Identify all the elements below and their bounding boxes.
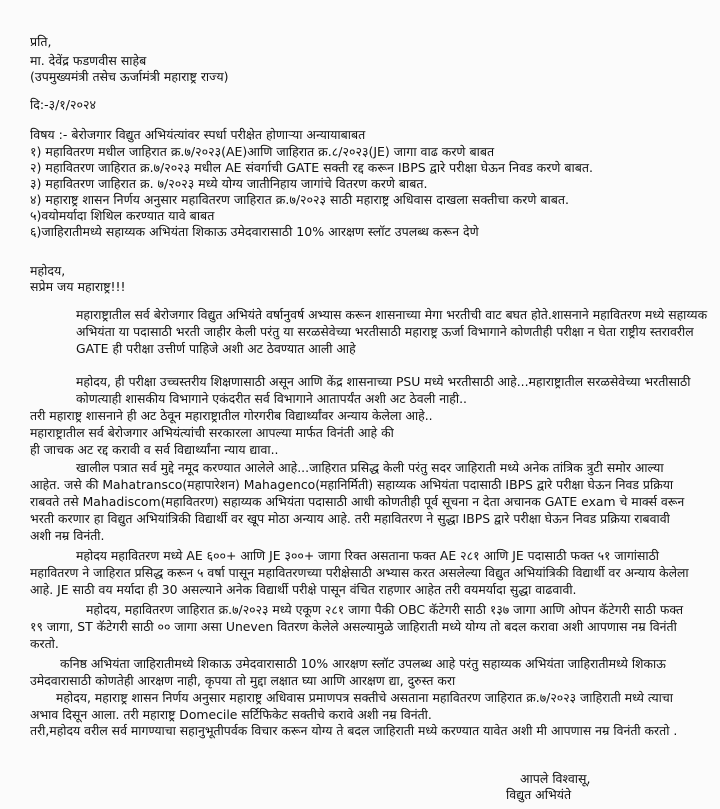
subject-item: २) महावितरण जाहिरात क्र.७/२०२३ मधील AE संवर्गाची GATE सक्ती रद्द करून IBPS द्वारे परीक्षा घेऊन निवड करणे बाबत. <box>30 160 594 175</box>
salutation <box>30 263 126 295</box>
body-paragraph-8: तरी,महोदय वरील सर्व मागण्याचा सहानुभूतीपर्वक विचार करून योग्य ते बदल जाहिराती मध्ये करण्यात यावेत अशी मी आपणास नम्र विनंती करतो . <box>30 723 678 738</box>
body-paragraph-1: महाराष्ट्रातील सर्व बेरोजगार विद्युत अभियंते वर्षानुवर्ष अभ्यास करून शासनाच्या मेगा भरतीची वाट बघत होते.शासनाने महावितरण मध्ये सहाय्यक अभियंता या पदासाठी भरती जाहीर केली परंतु या सरळसेवेच्या भरतीसाठी महाराष्ट्र ऊर्जा विभागाने कोणतीही परीक्षा न घेता राष्ट्रीय स्तरावरील GATE ही परीक्षा उत्तीर्ण पाहिजे अशी अट ठेवण्यात आली आहे <box>76 307 708 356</box>
subject-title: विषय :- बेरोजगार विद्युत अभियंत्यांवर स्पर्धा परीक्षेत होणाऱ्या अन्यायाबाबत <box>30 127 366 142</box>
body-paragraph-2d: ही जाचक अट रद्द करावी व सर्व विद्यार्थ्यांना न्याय द्यावा.. <box>30 442 279 457</box>
recipient-prefix: प्रति, <box>30 34 52 49</box>
body-paragraph-6: कनिष्ठ अभियंता जाहिरातीमध्ये शिकाऊ उमेदवारासाठी 10% आरक्षण स्लॉट उपलब्ध आहे परंतु सहाय्यक अभियंता जाहिरातीमध्ये शिकाऊ उमेदवारासाठी कोणतेही आरक्षण नाही, कृपया तो मुद्दा लक्षात घ्या आणि आरक्षण द्या, दुरुस्त करा <box>30 656 666 688</box>
body-paragraph-3: खालील पत्रात सर्व मुद्दे नमूद करण्यात आलेले आहे...जाहिरात प्रसिद्ध केली परंतु सदर जाहिराती मध्ये अनेक तांत्रिक त्रुटी समोर आल्या आहेत. जसे की Mahatransco(महापारेशन) Mahagenco(महानिर्मिती) सहाय्यक अभियंता पदासाठी IBPS द्वारे परीक्षा घेऊन निवड प्रक्रिया राबवते तसे Mahadiscom(महावितरण) सहाय्यक अभियंता पदासाठी आधी कोणतीही पूर्व सूचना न देता अचानक GATE exam चे मार्क्स वरून भरती करणार हा विद्युत अभियांत्रिकी विद्यार्थी वर खूप मोठा अन्याय आहे. तरी महावितरण ने सुद्धा IBPS द्वारे परीक्षा घेऊन निवड प्रक्रिया राबवावी अशी नम्र विनंती. <box>30 460 685 543</box>
body-paragraph-2a: महोदय, ही परीक्षा उच्चस्तरीय शिक्षणासाठी असून आणि केंद्र शासनाच्या PSU मध्ये भरतीसाठी आहे...महाराष्ट्रातील सरळसेवेच्या भरतीसाठी कोणत्याही शासकीय विभागाने एकंदरीत सर्व विभागाने आतापर्यंत अशी अट ठेवली नाही.. <box>76 374 691 406</box>
subject-block <box>30 127 593 240</box>
letter-date: दि:-३/१/२०२४ <box>30 97 97 112</box>
salutation-greeting: सप्रेम जय महाराष्ट्र!!! <box>30 279 126 294</box>
closing-line: आपले विश्वासू, <box>520 771 591 786</box>
subject-item: ३) महावितरण जाहिरात क्र. ७/२०२३ मध्ये योग्य जातीनिहाय जागांचे वितरण करणे बाबत. <box>30 176 428 191</box>
subject-item: ५)वयोमर्यादा शिथिल करण्यात यावे बाबत <box>30 208 215 223</box>
subject-item: ६)जाहिरातीमध्ये सहाय्यक अभियंता शिकाऊ उमेदवारासाठी 10% आरक्षण स्लॉट उपलब्ध करून देणे <box>30 224 479 239</box>
recipient-name: मा. देवेंद्र फडणवीस साहेब <box>30 53 147 68</box>
closing-signature: विद्युत अभियंते <box>506 787 572 802</box>
body-paragraph-2b: तरी महाराष्ट्र शासनाने ही अट ठेवून महाराष्ट्रातील गोरगरीब विद्यार्थ्यांवर अन्याय केलेला आहे.. <box>30 408 433 423</box>
body-paragraph-7: महोदय, महाराष्ट्र शासन निर्णय अनुसार महाराष्ट्र अधिवास प्रमाणपत्र सक्तीचे असताना महावितरण जाहिरात क्र.७/२०२३ जाहिराती मध्ये त्याचा अभाव दिसून आला. तरी महाराष्ट्र Domecile सर्टिफिकेट सक्तीचे करावे अशी नम्र विनंती. <box>30 690 673 722</box>
closing-block <box>506 771 591 803</box>
subject-item: १) महावितरण मधील जाहिरात क्र.७/२०२३(AE)आणि जाहिरात क्र.८/२०२३(JE) जागा वाढ करणे बाबत <box>30 144 495 159</box>
subject-item: ४) महाराष्ट्र शासन निर्णय अनुसार महावितरण जाहिरात क्र.७/२०२३ साठी महाराष्ट्र अधिवास दाखला सक्तीचा करणे बाबत. <box>30 192 570 207</box>
salutation-line: महोदय, <box>30 263 66 278</box>
recipient-block <box>30 34 228 85</box>
body-paragraph-2c: महाराष्ट्रातील सर्व बेरोजगार अभियंत्यांची सरकारला आपल्या मार्फत विनंती आहे की <box>30 425 394 440</box>
body-paragraph-5: महोदय, महावितरण जाहिरात क्र.७/२०२३ मध्ये एकूण २८१ जागा पैकी OBC कॅटेगरी साठी १३७ जागा आणि ओपन कॅटेगरी साठी फक्त १९ जागा, ST कॅटेगरी साठी ०० जागा असा Uneven वितरण केलेले असल्यामुळे जाहिराती मध्ये योग्य तो बदल करावा अशी आपणास नम्र विनंती करतो. <box>30 602 684 651</box>
body-paragraph-4: महोदय महावितरण मध्ये AE ६००+ आणि JE ३००+ जागा रिक्त असताना फक्त AE २८१ आणि JE पदासाठी फक्त ५१ जागांसाठी महावितरण ने जाहिरात प्रसिद्ध करून ५ वर्षा पासून महावितरणच्या परीक्षेसाठी अभ्यास करत असलेल्या विद्युत अभियांत्रिकी विद्यार्थी वर अन्याय केलेला आहे. JE साठी वय मर्यादा ही 30 असल्याने अनेक विद्यार्थी परीक्षे पासून वंचित राहणार आहेत तरी वयमर्यादा सुद्धा वाढवावी. <box>30 548 689 597</box>
body-paragraph-2 <box>30 373 720 458</box>
recipient-designation: (उपमुख्यमंत्री तसेच ऊर्जामंत्री महाराष्ट्र राज्य) <box>30 69 229 84</box>
